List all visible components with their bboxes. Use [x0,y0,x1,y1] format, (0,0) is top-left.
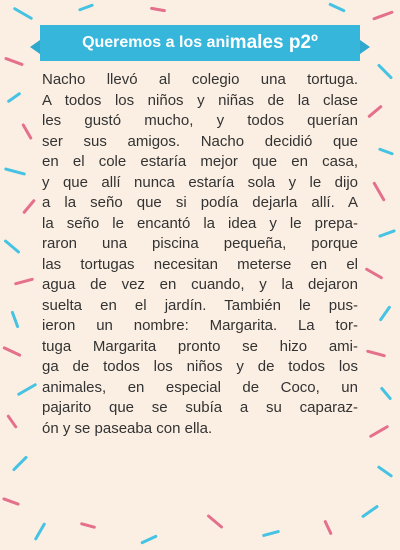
story-line: ón y se paseaba con ella. [42,419,213,437]
story-text [42,70,358,439]
story-line: suelta en el jardín. También le pus- [42,296,358,314]
title-banner [30,25,370,61]
story-line: las tortugas necesitan meterse en el [42,255,358,273]
ribbon-body [40,25,360,61]
story-line: y que allí nunca estaría sola y le dijo [42,173,358,191]
story-line: ser sus amigos. Nacho decidió que [42,132,358,150]
story-line: raron una piscina pequeña, porque [42,235,358,252]
story-line: en el cole estaría mejor que en casa, [42,153,358,170]
story-line: ieron un nombre: Margarita. La tor- [42,317,358,334]
story-line: Nacho llevó al colegio una tortuga. [42,71,358,88]
page-title-part2: males p2º [229,32,318,53]
story-line: tuga Margarita pronto se hizo ami- [42,337,358,355]
story-line: ga de todos los niños y de todos los [42,358,358,375]
story-line: A todos los niños y niñas de la clase [42,91,358,109]
story-line: les gustó mucho, y todos querían [42,112,358,129]
story-line: agua de vez en cuando, y la dejaron [42,276,358,293]
story-line: a la seño que si podía dejarla allí. A [42,194,358,211]
story-line: animales, en especial de Coco, un [42,378,358,396]
story-line: pajarito que se subía a su caparaz- [42,399,358,416]
page-title-part1: Queremos a los ani [82,34,230,51]
story-line: la seño le encantó la idea y le prepa- [42,214,358,232]
